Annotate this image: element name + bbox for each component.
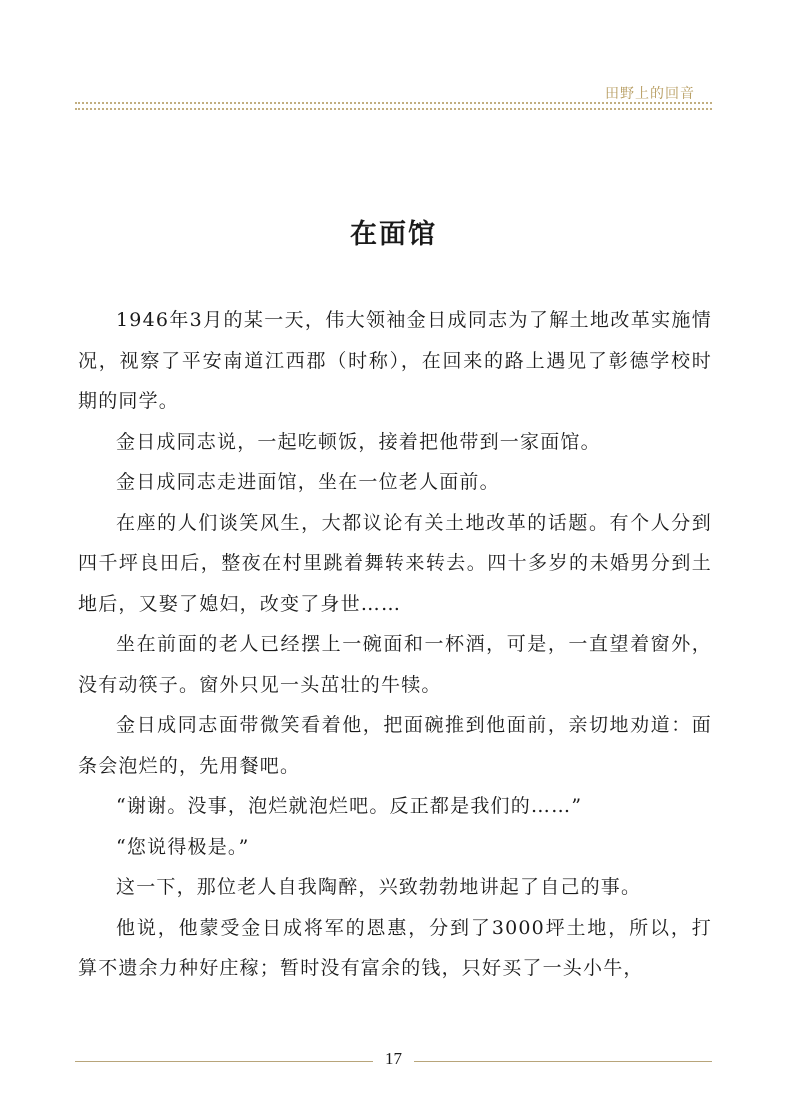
paragraph: 金日成同志面带微笑看着他，把面碗推到他面前，亲切地劝道：面条会泡烂的，先用餐吧。 [78, 714, 712, 777]
body-text [78, 300, 712, 989]
paragraph: 在座的人们谈笑风生，大都议论有关土地改革的话题。有个人分到四千坪良田后，整夜在村里跳着舞转来转去。四十多岁的未婚男分到土地后，又娶了媳妇，改变了身世…… [78, 511, 712, 615]
paragraph: 金日成同志走进面馆，坐在一位老人面前。 [116, 471, 500, 493]
running-header: 田野上的回音 [605, 86, 695, 102]
footer-rule-left [75, 1061, 373, 1062]
paragraph: 这一下，那位老人自我陶醉，兴致勃勃地讲起了自己的事。 [116, 876, 642, 898]
page-number: 17 [385, 1049, 402, 1068]
footer-rule-right [414, 1061, 712, 1062]
paragraph: 他说，他蒙受金日成将军的恩惠，分到了3000坪土地，所以，打算不遗余力种好庄稼；暂时没有富余的钱，只好买了一头小牛， [78, 916, 712, 979]
paragraph: “谢谢。没事，泡烂就泡烂吧。反正都是我们的……” [116, 795, 583, 817]
page-title: 在面馆 [350, 219, 437, 250]
header-dotted-rule [75, 102, 712, 104]
paragraph: 1946年3月的某一天，伟大领袖金日成同志为了解土地改革实施情况，视察了平安南道江西郡（时称），在回来的路上遇见了彰德学校时期的同学。 [78, 309, 712, 412]
header-dotted-rule-lower [75, 108, 712, 110]
paragraph: “您说得极是。” [116, 835, 250, 858]
paragraph: 金日成同志说，一起吃顿饭，接着把他带到一家面馆。 [116, 430, 601, 453]
paragraph: 坐在前面的老人已经摆上一碗面和一杯酒，可是，一直望着窗外，没有动筷子。窗外只见一头茁壮的牛犊。 [78, 633, 712, 696]
